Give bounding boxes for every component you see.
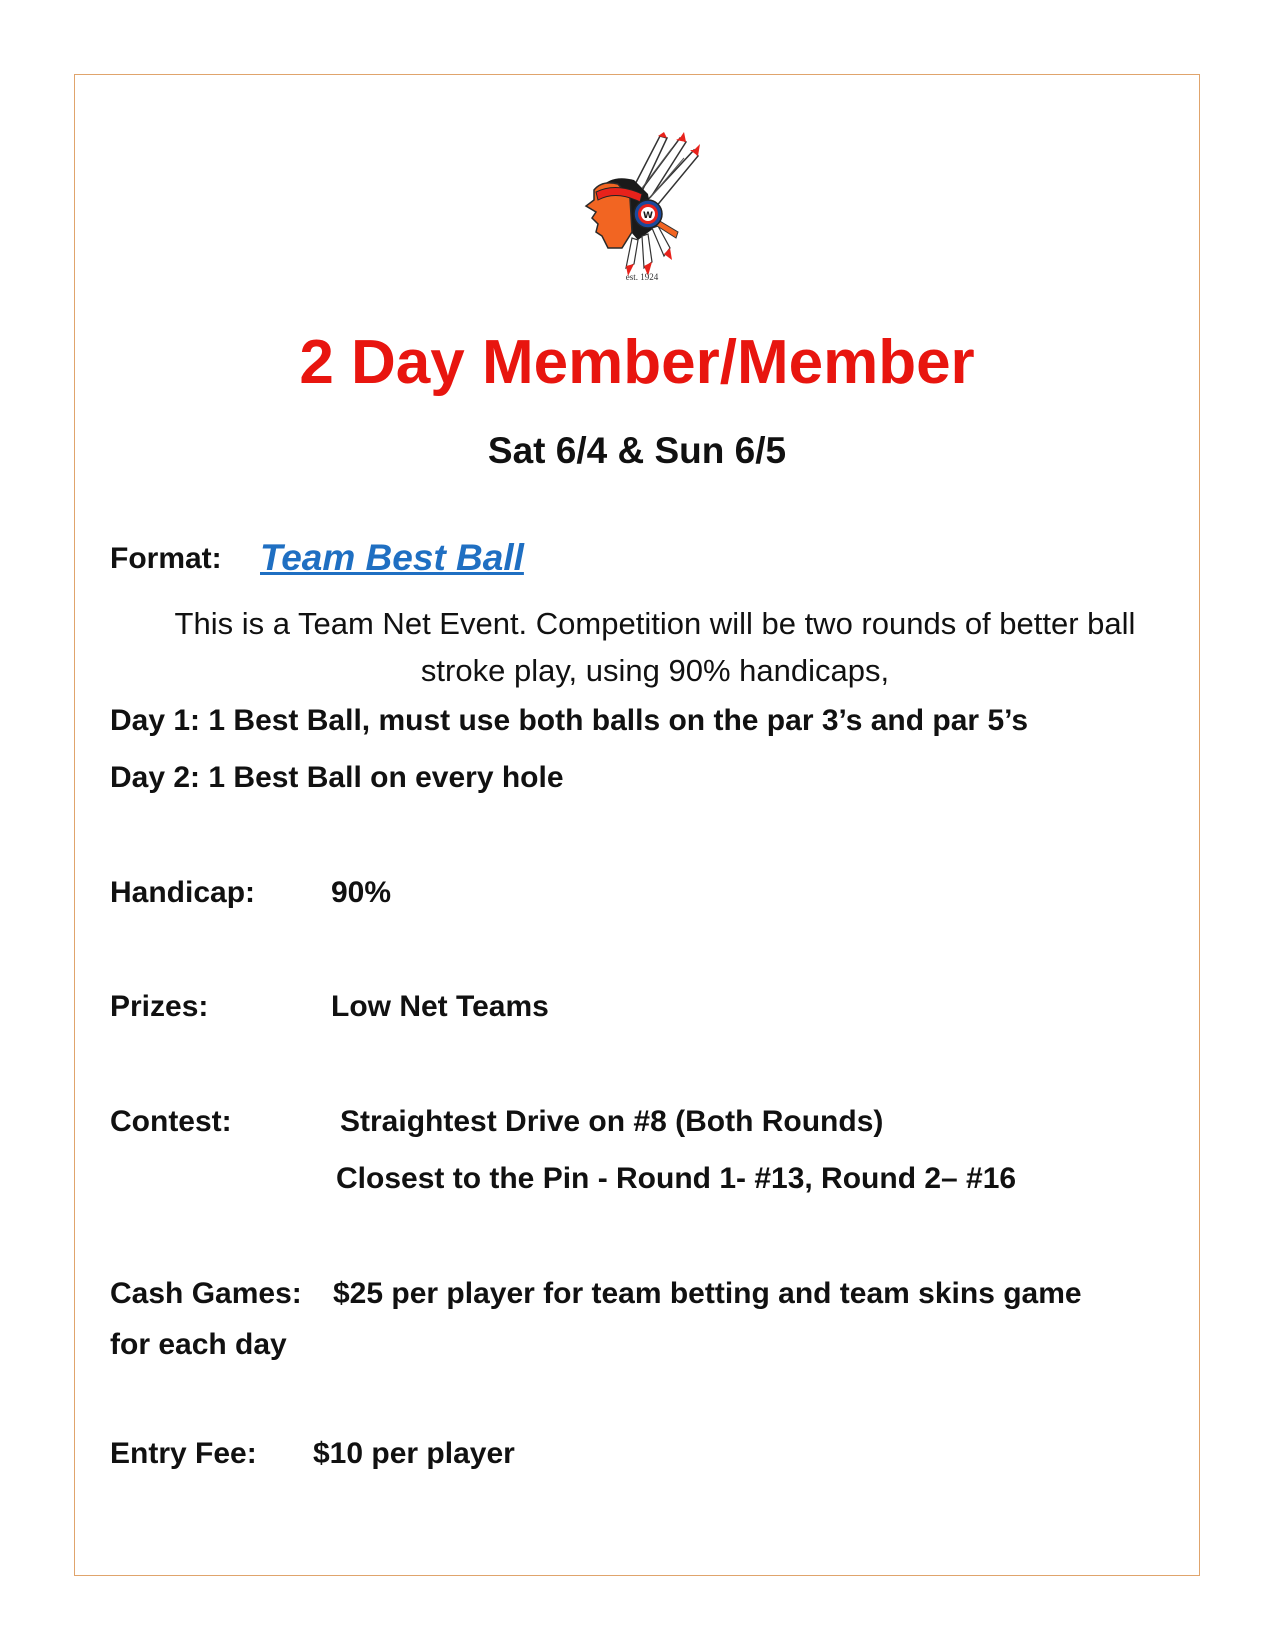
entry-fee-value: $10 per player xyxy=(313,1437,515,1470)
contest-line2: Closest to the Pin - Round 1- #13, Round 2– #16 xyxy=(336,1162,1017,1195)
cash-games-label: Cash Games: xyxy=(110,1277,302,1310)
prizes-value: Low Net Teams xyxy=(331,990,549,1023)
day2-rule: Day 2: 1 Best Ball on every hole xyxy=(110,761,564,794)
day1-rule: Day 1: 1 Best Ball, must use both balls on the par 3’s and par 5’s xyxy=(110,704,1029,737)
prizes-label: Prizes: xyxy=(110,990,209,1023)
handicap-label: Handicap: xyxy=(110,876,256,909)
svg-text:W: W xyxy=(643,211,653,221)
entry-fee-label: Entry Fee: xyxy=(110,1437,257,1470)
cash-games-line1: $25 per player for team betting and team skins game xyxy=(333,1277,1082,1310)
page-title: 2 Day Member/Member xyxy=(299,328,975,397)
format-description-line1: This is a Team Net Event. Competition will be two rounds of better ball xyxy=(174,606,1136,641)
format-label: Format: xyxy=(110,542,222,575)
logo-est-text: est. 1924 xyxy=(625,272,659,282)
format-description-line2: stroke play, using 90% handicaps, xyxy=(420,653,890,688)
handicap-value: 90% xyxy=(331,876,392,909)
contest-label: Contest: xyxy=(110,1105,232,1138)
chief-head-logo-icon xyxy=(572,128,712,288)
format-description xyxy=(110,600,1200,694)
event-dates: Sat 6/4 & Sun 6/5 xyxy=(487,430,787,471)
format-link[interactable]: Team Best Ball xyxy=(260,537,524,578)
contest-line1: Straightest Drive on #8 (Both Rounds) xyxy=(340,1105,884,1138)
cash-games-line2: for each day xyxy=(110,1328,287,1361)
